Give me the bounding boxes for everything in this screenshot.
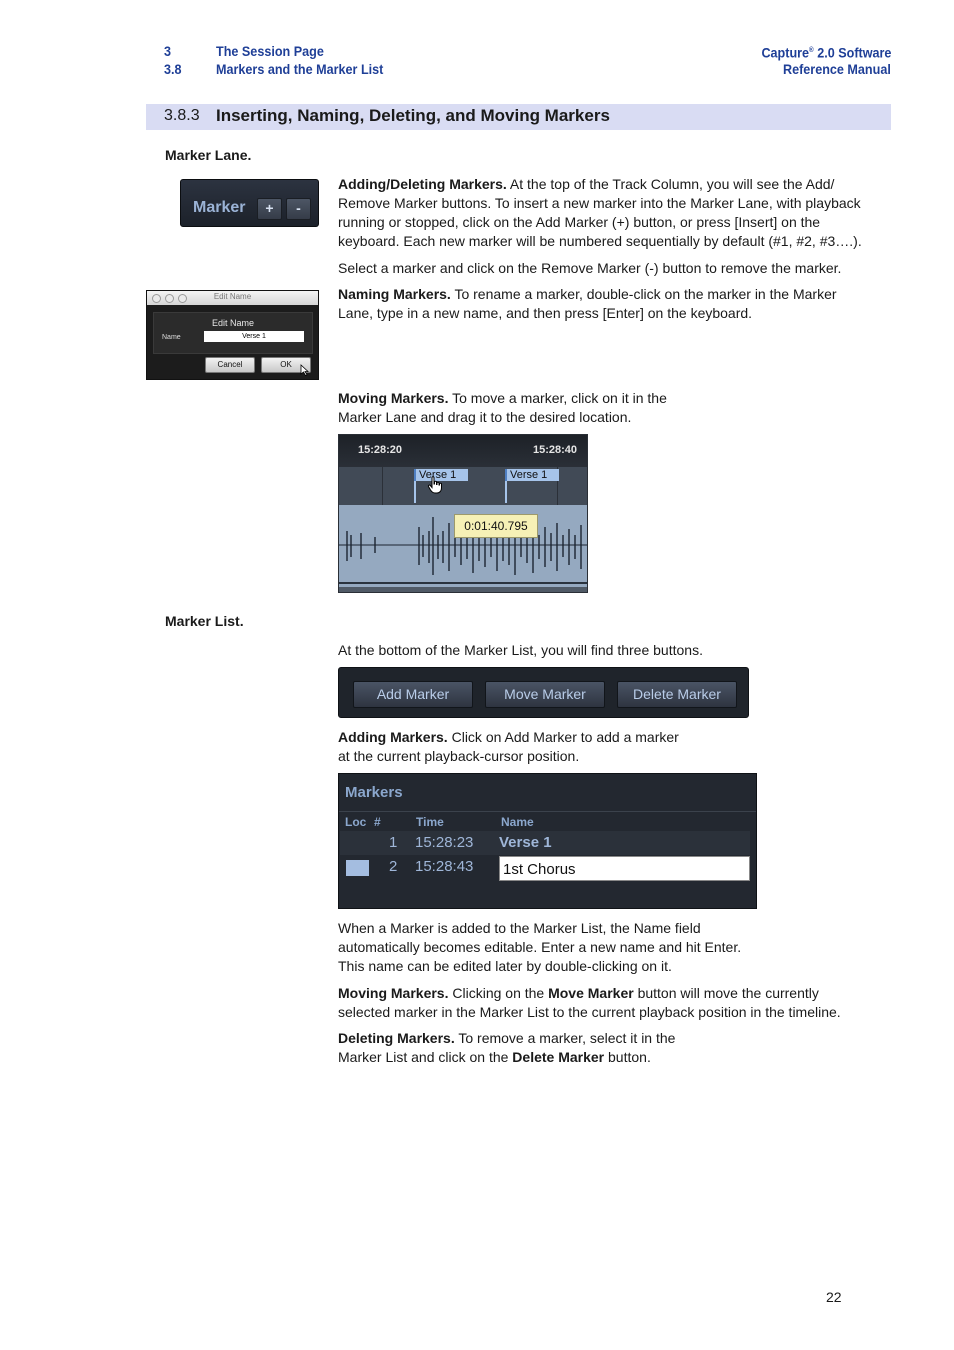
product-version: 2.0 Software — [813, 44, 891, 61]
section-title: Inserting, Naming, Deleting, and Moving Markers — [216, 106, 610, 125]
moving-list-bold: Moving Markers. — [338, 985, 449, 1001]
editable-line-3: This name can be edited later by double-clicking on it. — [338, 958, 672, 974]
adding-deleting-bold: Adding/Deleting Markers. — [338, 176, 507, 192]
marker-lane-heading: Marker Lane. — [165, 147, 252, 163]
row-2-number: 2 — [389, 858, 398, 875]
deleting-line-1 — [338, 1029, 858, 1048]
moving-list-text-1: Clicking on the — [448, 985, 549, 1001]
dialog-window-title: Edit Name — [213, 292, 252, 301]
dialog-heading: Edit Name — [211, 318, 255, 328]
adding-line-1 — [338, 175, 898, 194]
row-1-time: 15:28:23 — [415, 834, 474, 851]
naming-line-1 — [338, 285, 898, 304]
column-number[interactable]: # — [374, 815, 381, 829]
remove-marker-minus-button[interactable]: - — [286, 198, 311, 220]
marker-flag-verse-1[interactable]: Verse 1 — [414, 469, 468, 481]
editable-line-2: automatically becomes editable. Enter a new name and hit Enter. — [338, 939, 742, 955]
grab-hand-cursor-icon — [427, 476, 443, 494]
ruler-time-right: 15:28:40 — [533, 444, 578, 456]
remove-marker-paragraph: Select a marker and click on the Remove Marker (-) button to remove the marker. — [338, 260, 842, 276]
moving-lane-line-2: Marker Lane and drag it to the desired location. — [338, 409, 632, 425]
deleting-bold: Deleting Markers. — [338, 1030, 455, 1046]
add-marker-plus-button[interactable]: + — [257, 198, 282, 220]
marker-list-button-strip — [338, 667, 749, 718]
dialog-titlebar — [147, 291, 318, 305]
adding-text-1: At the top of the Track Column, you will see the Add/ — [506, 176, 835, 192]
row-2-time: 15:28:43 — [415, 858, 474, 875]
moving-list-line-1 — [338, 984, 898, 1003]
product-name: Capture — [760, 44, 809, 61]
dialog-cancel-button[interactable]: Cancel — [205, 357, 255, 373]
page-number: 22 — [826, 1289, 842, 1305]
adding-markers-line-2: at the current playback-cursor position. — [338, 748, 580, 764]
section-number: 3.8.3 — [164, 107, 200, 124]
header-chapter-title: The Session Page — [216, 43, 324, 59]
deleting-text-2: Marker List and click on the — [338, 1049, 513, 1065]
marker-flag-verse-1-moved[interactable]: Verse 1 — [505, 469, 559, 481]
moving-list-paragraph — [338, 984, 898, 1022]
naming-text-1: To rename a marker, double-click on the marker in the Marker — [450, 286, 837, 302]
markers-panel — [338, 773, 757, 909]
timeline-ruler[interactable] — [339, 435, 587, 467]
dialog-name-input[interactable]: Verse 1 — [204, 331, 304, 342]
row-2-name-input[interactable]: 1st Chorus — [499, 856, 750, 881]
ruler-time-left: 15:28:20 — [358, 444, 403, 456]
header-section-num: 3.8 — [164, 61, 182, 77]
dialog-panel — [153, 312, 313, 354]
add-marker-button[interactable]: Add Marker — [353, 681, 473, 708]
moving-lane-paragraph — [338, 389, 758, 427]
marker-list-heading: Marker List. — [165, 613, 244, 629]
moving-lane-text-1: To move a marker, click on it in the — [448, 390, 667, 406]
row-1-number: 1 — [389, 834, 398, 851]
column-name[interactable]: Name — [501, 815, 534, 829]
adding-line-2: Remove Marker buttons. To insert a new marker into the Marker Lane, with playback — [338, 195, 861, 211]
header-section-title: Markers and the Marker List — [216, 61, 384, 77]
product-mark: ® — [808, 47, 814, 54]
deleting-text-1: To remove a marker, select it in the — [454, 1030, 676, 1046]
marker-lane[interactable] — [339, 467, 587, 505]
row-1-name: Verse 1 — [499, 834, 552, 851]
naming-paragraph — [338, 285, 898, 323]
time-tooltip: 0:01:40.795 — [454, 514, 538, 538]
delete-marker-button[interactable]: Delete Marker — [617, 681, 737, 708]
naming-bold: Naming Markers. — [338, 286, 451, 302]
marker-label: Marker — [193, 199, 246, 216]
moving-list-line-2: selected marker in the Marker List to the current playback position in the timeline. — [338, 1004, 841, 1020]
column-time[interactable]: Time — [416, 815, 444, 829]
header-manual-title: Reference Manual — [783, 61, 891, 77]
marker-lane-widget — [180, 179, 319, 227]
marker-list-intro: At the bottom of the Marker List, you will find three buttons. — [338, 642, 703, 658]
adding-markers-bold: Adding Markers. — [338, 729, 448, 745]
header-chapter-num: 3 — [164, 43, 172, 59]
deleting-line-2 — [338, 1048, 858, 1067]
editable-line-1: When a Marker is added to the Marker List, the Name field — [338, 920, 701, 936]
lane-gridline — [382, 467, 383, 505]
row-2-locate-swatch[interactable] — [346, 860, 369, 876]
panel-divider — [339, 811, 756, 812]
dialog-name-label: Name — [162, 334, 181, 341]
adding-line-4: keyboard. Each new marker will be numbered sequentially by default (#1, #2, #3….). — [338, 233, 862, 249]
adding-markers-paragraph — [338, 728, 758, 766]
pointer-cursor-icon — [299, 364, 311, 376]
editable-name-paragraph — [338, 919, 858, 976]
adding-deleting-paragraph — [338, 175, 898, 251]
deleting-paragraph — [338, 1029, 858, 1067]
timeline-view — [338, 434, 588, 593]
moving-list-bold-2: Move Marker — [548, 985, 634, 1001]
naming-line-2: Lane, type in a new name, and then press [Enter] on the keyboard. — [338, 305, 753, 321]
column-loc[interactable]: Loc — [345, 815, 367, 829]
deleting-bold-2: Delete Marker — [512, 1049, 605, 1065]
dialog-ok-button[interactable]: OK — [261, 357, 311, 373]
markers-panel-title: Markers — [345, 784, 403, 801]
adding-markers-text-1: Click on Add Marker to add a marker — [447, 729, 679, 745]
moving-lane-bold: Moving Markers. — [338, 390, 449, 406]
adding-markers-line-1 — [338, 728, 758, 747]
edit-name-dialog — [146, 290, 319, 380]
move-marker-button[interactable]: Move Marker — [485, 681, 605, 708]
adding-line-3: running or stopped, click on the Add Marker (+) button, or press [Insert] on the — [338, 214, 821, 230]
deleting-text-3: button. — [604, 1049, 651, 1065]
moving-lane-line-1 — [338, 389, 758, 408]
header-product — [761, 42, 891, 62]
moving-list-text-2: button will move the currently — [633, 985, 819, 1001]
